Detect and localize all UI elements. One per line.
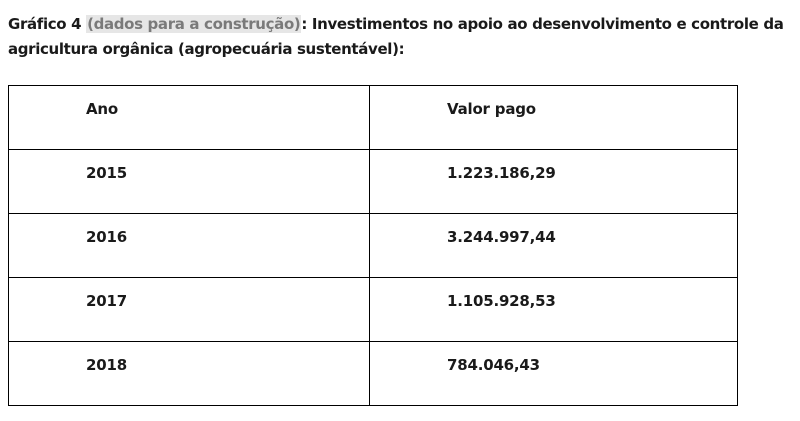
- cell-text: 1.223.186,29: [447, 164, 556, 182]
- amount-cell: [370, 150, 738, 214]
- table-row: [9, 214, 738, 278]
- amount-cell: [370, 278, 738, 342]
- amount-cell: [370, 214, 738, 278]
- cell-text: 2017: [86, 292, 127, 310]
- cell-text: 2016: [86, 228, 127, 246]
- heading-suffix: : Investimentos no apoio ao desenvolvimento e controle da: [301, 15, 784, 33]
- column-header: Ano: [86, 100, 118, 118]
- heading-line-2: agricultura orgânica (agropecuária sustentável):: [8, 40, 405, 58]
- table-row: [9, 342, 738, 406]
- cell-text: 2015: [86, 164, 127, 182]
- amount-cell: [370, 342, 738, 406]
- document-heading: [8, 12, 796, 62]
- cell-text: 2018: [86, 356, 127, 374]
- year-cell: [9, 150, 370, 214]
- column-header: Valor pago: [447, 100, 536, 118]
- table-row: [9, 278, 738, 342]
- cell-text: 1.105.928,53: [447, 292, 556, 310]
- year-cell: [9, 214, 370, 278]
- year-cell: [9, 278, 370, 342]
- investment-table: [8, 85, 738, 406]
- header-cell-year: [9, 86, 370, 150]
- table-header-row: [9, 86, 738, 150]
- heading-prefix: Gráfico 4: [8, 15, 87, 33]
- cell-text: 3.244.997,44: [447, 228, 556, 246]
- heading-line-1: [8, 12, 796, 37]
- header-cell-amount: [370, 86, 738, 150]
- cell-text: 784.046,43: [447, 356, 540, 374]
- heading-highlighted-note: (dados para a construção): [87, 15, 301, 33]
- table-row: [9, 150, 738, 214]
- year-cell: [9, 342, 370, 406]
